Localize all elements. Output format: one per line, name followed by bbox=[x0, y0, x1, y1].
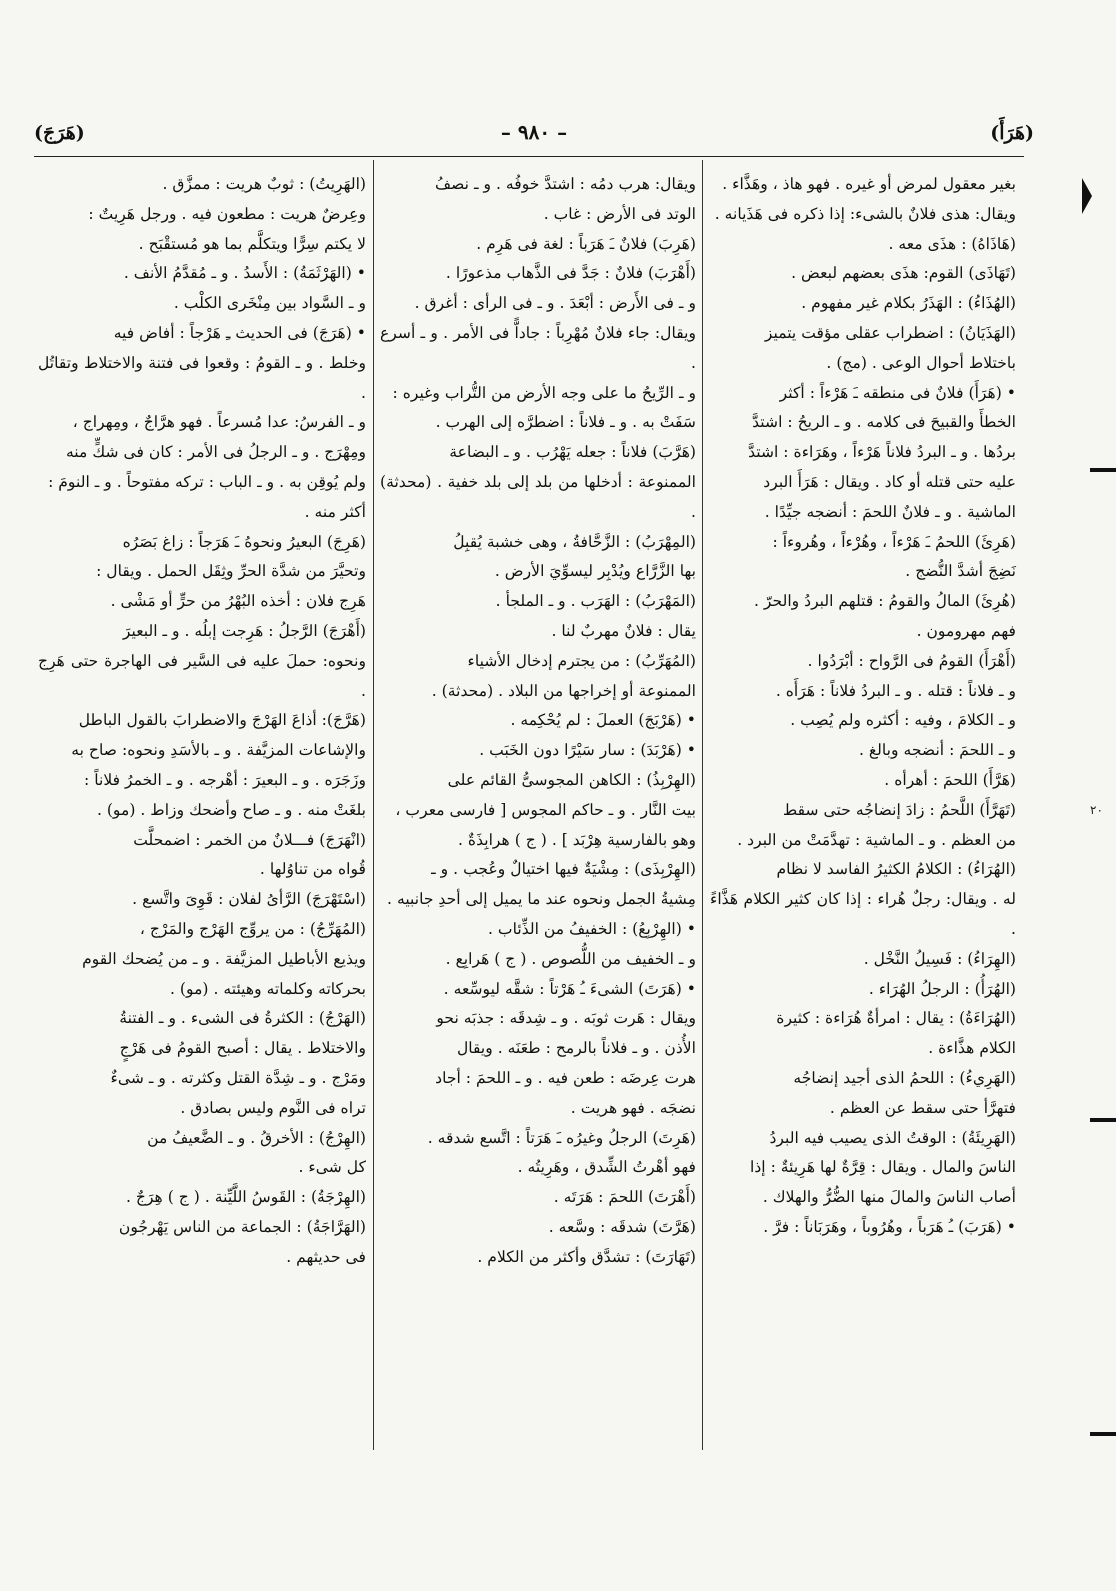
text-line: بلغَتْ منه . و ـ صاح وأضحك وزاط . (مو) . bbox=[96, 800, 366, 819]
margin-marker bbox=[1090, 1432, 1116, 1436]
text-line: والإشاعات المزيَّفة . و ـ بالأسَدِ ونحوه: صاح به bbox=[71, 741, 366, 760]
text-line: و ـ الرِّيحُ ما على وجه الأرض من التُّراب وغيره : bbox=[392, 383, 696, 402]
text-line: (الهُذَاءُ) : الهَذَرُ بكلام غير مفهوم . bbox=[801, 294, 1016, 313]
text-line: • (هَرَتَ) الشىءَ ـُ هَرْتاً : شقَّه ليوسِّعه . bbox=[443, 979, 696, 998]
text-line: نَضِجَ أشدَّ النُّضج . bbox=[905, 562, 1016, 581]
text-line: أصاب الناسَ والمالَ منها الضُّرُّ والهلاك . bbox=[762, 1188, 1016, 1207]
text-line: و ـ الخفيف من اللُّصوص . ( ج ) هَرابِع . bbox=[445, 949, 696, 968]
column-middle bbox=[380, 170, 696, 1500]
margin-marker bbox=[1090, 468, 1116, 472]
text-line: نضجَه . فهو هريت . bbox=[570, 1098, 696, 1117]
text-line: ولم يُوقِن به . و ـ الباب : تركه مفتوحاً . و ـ النومَ : bbox=[48, 472, 366, 491]
text-line: الخطأَ والقبيحَ فى كلامه . و ـ الريحُ : اشتدَّ bbox=[752, 413, 1016, 432]
text-line: (أَهْرَجَ) الرَّجلُ : هَرِجت إبلُه . و ـ البعيرَ bbox=[122, 621, 366, 640]
text-line: باختلاط أحوال الوعى . (مج) . bbox=[826, 353, 1016, 372]
text-line: الكلام هذَّاءة . bbox=[928, 1039, 1016, 1058]
text-line: بردُها . و ـ البردُ فلاناً هَرْءاً ، وهَرَاءة : اشتدَّ bbox=[748, 443, 1016, 462]
text-line: ويقال: هذى فلانٌ بالشىء: إذا ذكره فى هَذَيانه . bbox=[714, 204, 1016, 223]
text-line: (المُهَرِّبُ) : من يجترم إدخال الأشياء bbox=[467, 651, 696, 670]
text-line: بيت النَّار . و ـ حاكم المجوس [ فارسى معرب ، bbox=[395, 800, 696, 819]
text-line: (انْهَرَجَ) فـــلانٌ من الخمر : اضمحلَّت bbox=[133, 830, 366, 849]
text-line: وزَجَرَه . و ـ البعيرَ : أهْرجه . و ـ الخمرُ فلاناً : bbox=[84, 770, 366, 789]
text-line: وهو بالفارسية هِرْبَد ] . ( ج ) هرابِذَةٌ . bbox=[457, 830, 696, 849]
text-line: • (هَرَجَ) فى الحديث ـِ هَرْجاً : أفاض فيه bbox=[113, 323, 366, 342]
text-line: (الهَرِيئَةُ) : الوقتُ الذى يصيب فيه البردُ bbox=[769, 1128, 1016, 1147]
text-line: و ـ الفرسُ: عدا مُسرعاً . فهو هرَّاجٌ ، ومِهراج ، bbox=[72, 413, 366, 432]
text-line: فى حديثهم . bbox=[286, 1247, 366, 1266]
text-line: (هَرَّأَ) اللحمَ : أهرأه . bbox=[884, 770, 1016, 789]
text-line: (هُرِئَ) المالُ والقومُ : قتلهم البردُ والحرّ . bbox=[753, 592, 1016, 611]
text-line: الوتد فى الأرض : غاب . bbox=[543, 204, 696, 223]
page-number: – ٩٨٠ – bbox=[500, 120, 568, 144]
text-line: و ـ السَّواد بين مِنْخَرى الكلْب . bbox=[173, 294, 366, 313]
text-line: (هَاذَاهُ) : هذَى معه . bbox=[888, 234, 1016, 253]
column-divider-right bbox=[702, 160, 703, 1450]
margin-side-label: ٢٠ bbox=[1090, 803, 1103, 817]
text-line: بحركاته وكلماته وهيئته . (مو) . bbox=[170, 979, 366, 998]
text-line: (الهِرَاءُ) : فَسِيلُ النَّخْل . bbox=[863, 949, 1016, 968]
text-line: (تَهَرَّأَ) اللَّحمُ : زادَ إنضاجُه حتى سقط bbox=[782, 800, 1016, 819]
text-line: وتحيَّرَ من شدَّة الحرِّ وثِقَل الحمل . ويقال : bbox=[96, 562, 366, 581]
text-line: عليه حتى قتله أو كاد . ويقال : هَرَأَ البرد bbox=[763, 472, 1016, 491]
text-line: من العظم . و ـ الماشية : تهدَّمَتْ من البرد . bbox=[737, 830, 1016, 849]
text-line: كل شىء . bbox=[298, 1158, 366, 1177]
text-line: والاختلاط . يقال : أصبح القومُ فى هَرْجٍ bbox=[119, 1039, 366, 1058]
text-line: (الهَرِيتُ) : ثوبٌ هريت : ممزَّق . bbox=[162, 175, 366, 193]
text-line: (هَرِتَ) الرجلُ وغيرُه ـَ هَرَتاً : اتَّسع شدقه . bbox=[427, 1128, 696, 1147]
text-line: • (هَرْبَجَ) العملَ : لم يُحْكِمه . bbox=[510, 711, 696, 730]
text-line: تراه فى النَّوم وليس بصادق . bbox=[180, 1098, 366, 1117]
text-line: فهو أهْرتُ الشِّدق ، وهَرِيتُه . bbox=[517, 1158, 696, 1177]
text-line: فهم مهرومون . bbox=[916, 621, 1016, 640]
text-line: وخلط . و ـ القومُ : وقعوا فى فتنة والاختلاط وتقاتُل . bbox=[38, 353, 366, 402]
text-line: (أَهْرَبَ) فلانٌ : جَدَّ فى الذَّهاب مذعورًا . bbox=[445, 264, 696, 283]
header-rule bbox=[34, 156, 1024, 157]
text-line: ويقال: هرب دمُه : اشتدَّ خوفُه . و ـ نصفُ bbox=[435, 175, 696, 193]
text-line: (أَهْرَتَ) اللحمَ : هَرَتَه . bbox=[553, 1188, 696, 1207]
text-line: (الهِرْبِذُ) : الكاهن المجوسىُّ القائم على bbox=[447, 770, 696, 789]
text-line: و ـ الكلامَ ، وفيه : أكثره ولم يُصِب . bbox=[790, 711, 1016, 730]
column-divider-left bbox=[373, 160, 374, 1450]
column-right bbox=[710, 170, 1016, 1500]
text-line: (هَرِبَ) فلانٌ ـَ هَرَباً : لغة فى هَرِم . bbox=[476, 234, 696, 253]
text-line: و ـ فى الأَرض : أبْعَدَ . و ـ فى الرأى : أغرق . bbox=[414, 294, 696, 313]
margin-marker-triangle bbox=[1082, 178, 1092, 214]
text-line: ويقال: جاء فلانٌ مُهْرِباً : جاداًّ فى الأمر . و ـ أسرع . bbox=[380, 323, 696, 372]
page-header bbox=[34, 118, 1034, 154]
text-line: فتهرَّأ حتى سقط عن العظم . bbox=[829, 1098, 1016, 1117]
text-line: (الهِرْبِذَى) : مِشْيَةٌ فيها اختيالٌ وعُجب . و ـ bbox=[431, 860, 696, 879]
text-line: (الهَرَّاجَةُ) : الجماعة من الناس يَهْرجُون bbox=[118, 1217, 366, 1236]
text-line: • (هَرَأَ) فلانٌ فى منطقه ـَ هَرْءاً : أكثر bbox=[779, 383, 1016, 402]
text-line: (الهُرَاءُ) : الكلامُ الكثيرُ الفاسد لا نظام bbox=[776, 860, 1016, 879]
text-line: (تَهَاذَى) القوم: هذَى بعضهم لبعض . bbox=[791, 264, 1016, 283]
text-line: (هَرَّتَ) شدقَه : وسَّعه . bbox=[548, 1217, 696, 1236]
column-left bbox=[38, 170, 366, 1500]
text-line: • (الهِرْبِعُ) : الخفيفُ من الذِّئاب . bbox=[488, 919, 696, 938]
text-line: (المِهْرَبُ) : الزَّحَّافةُ ، وهى خشبة يُقبِلُ bbox=[453, 532, 696, 551]
text-line: الممنوعة : أدخلها من بلد إلى بلد خفية . (محدثة) . bbox=[380, 472, 696, 521]
text-line: هرت عِرضَه : طعن فيه . و ـ اللحمَ : أجاد bbox=[435, 1068, 696, 1087]
text-line: قُواه من تناوُلها . bbox=[259, 860, 366, 879]
text-line: ومَرْج . و ـ شِدَّة القتل وكثرته . و ـ شىءٌ bbox=[110, 1068, 366, 1087]
text-line: (هَرِئَ) اللحمُ ـَ هَرْءاً ، وهُرْءاً ، وهُروءاً : bbox=[772, 532, 1016, 551]
text-line: • (الهَرْثَمَةُ) : الأَسدُ . و ـ مُقدَّمُ الأنف . bbox=[123, 264, 366, 283]
text-line: • (هَرَبَ) ـُ هَرَباً ، وهُرُوباً ، وهَرَبَاناً : فرَّ . bbox=[763, 1217, 1016, 1236]
text-line: مِشيةُ الجمل ونحوه عند ما يميل إلى أحدِ جانبيه . bbox=[387, 890, 696, 909]
text-line: (هَرِجَ) البعيرُ ونحوهُ ـَ هَرَجاً : زاغ بَصَرُه bbox=[122, 532, 366, 551]
text-line: (هَرَّجَ): أذاعَ الهَرْجَ والاضطرابَ بالقول الباطل bbox=[78, 711, 366, 730]
text-line: (أَهْرَأَ) القومُ فى الرَّواح : أبْرَدُوا . bbox=[807, 651, 1016, 670]
text-line: الناسَ والمال . ويقال : قِرَّةٌ لها هَرِيئةٌ : إذا bbox=[750, 1158, 1016, 1177]
text-line: لا يكتم سِرًّا ويتكلَّم بما هو مُستقْبَح . bbox=[138, 234, 366, 253]
text-line: الأُذن . و ـ فلاناً بالرمح : طعَنَه . ويقال bbox=[456, 1039, 696, 1058]
header-left-title: (هَرَجَ) bbox=[34, 122, 85, 144]
text-line: ونحوه: حملَ عليه فى السَّير فى الهاجرة حتى هَرِج . bbox=[38, 651, 366, 700]
text-line: (الهَرِيءُ) : اللحمُ الذى أجيد إنضاجُه bbox=[793, 1068, 1016, 1087]
text-line: يقال : فلانٌ مهربٌ لنا . bbox=[551, 621, 696, 640]
text-line: بها الزَّرَّاع ويُدْبِر ليسوِّيَ الأرض . bbox=[494, 562, 696, 581]
margin-marker bbox=[1090, 1118, 1116, 1122]
text-line: أكثر منه . bbox=[304, 502, 366, 521]
text-line: (المَهْرَبُ) : الهَرَب . و ـ الملجأ . bbox=[495, 592, 696, 611]
text-line: (الهِرْجُ) : الأخرقُ . و ـ الضَّعيفُ من bbox=[147, 1128, 366, 1147]
text-line: (هَرَّبَ) فلاناً : جعله يَهْرُب . و ـ البضاعة bbox=[449, 443, 696, 462]
text-line: (الهَذَيَانُ) : اضطراب عقلى مؤقت يتميز bbox=[764, 323, 1016, 342]
text-line: (الهَرْجُ) : الكثرةُ فى الشىء . و ـ الفتنةُ bbox=[119, 1009, 366, 1028]
text-line: (المُهَرِّجُ) : من يروِّج الهَرْج والمَرْج ، bbox=[139, 919, 366, 938]
text-line: (الهُرَاءَةُ) : يقال : امرأةٌ هُرَاءة : كثيرة bbox=[776, 1009, 1016, 1028]
text-line: ومِهْرَج . و ـ الرجلُ فى الأمر : كان فى شكٍّ منه bbox=[65, 443, 366, 462]
text-line: الماشية . و ـ فلانٌ اللحمَ : أنضجه جيِّدًا . bbox=[764, 502, 1016, 521]
text-line: • (هَرْبَدَ) : سار سَيْرًا دون الخَبَب . bbox=[479, 741, 696, 760]
text-line: له . ويقال: رجلٌ هُراء : إذا كان كثير الكلام هَذَّاءً . bbox=[710, 890, 1016, 938]
header-right-title: (هَرَأَ) bbox=[990, 122, 1034, 144]
text-line: (الهِرْجَةُ) : القَوسُ اللَّيِّنة . ( ج ) هِرَجٌ . bbox=[125, 1188, 366, 1207]
text-line: (الهُرَأُ) : الرجلُ الهُرَاء . bbox=[868, 979, 1016, 998]
text-line: الممنوعة أو إخراجها من البلاد . (محدثة) . bbox=[431, 681, 696, 700]
text-line: وعِرضٌ هريت : مطعون فيه . ورجل هَرِيتٌ : bbox=[88, 204, 366, 223]
text-line: سَفَتْ به . و ـ فلاناً : اضطرَّه إلى الهرب . bbox=[435, 413, 696, 432]
text-line: و ـ اللحمَ : أنضجه وبالغ . bbox=[858, 741, 1016, 760]
text-line: هَرِج فلان : أخذه البُهْرُ من حرٍّ أو مَشْى . bbox=[110, 592, 366, 611]
text-line: (اسْتَهْرَجَ) الرَّأىُ لفلان : قَوِىَ واتَّسع . bbox=[132, 890, 366, 909]
text-line: ويذيع الأباطيل المزيَّفة . و ـ من يُضحك القوم bbox=[82, 949, 366, 968]
text-line: ويقال : هَرت ثوبَه . و ـ شِدقَه : جذبَه نحو bbox=[436, 1009, 696, 1028]
text-line: و ـ فلاناً : قتله . و ـ البردُ فلاناً : هَرَأَه . bbox=[775, 681, 1016, 700]
text-line: بغير معقول لمرض أو غيره . فهو هاذ ، وهَذَّاء . bbox=[722, 175, 1016, 193]
text-line: (تَهَارَتَ) : تشدَّق وأكثر من الكلام . bbox=[477, 1247, 696, 1266]
